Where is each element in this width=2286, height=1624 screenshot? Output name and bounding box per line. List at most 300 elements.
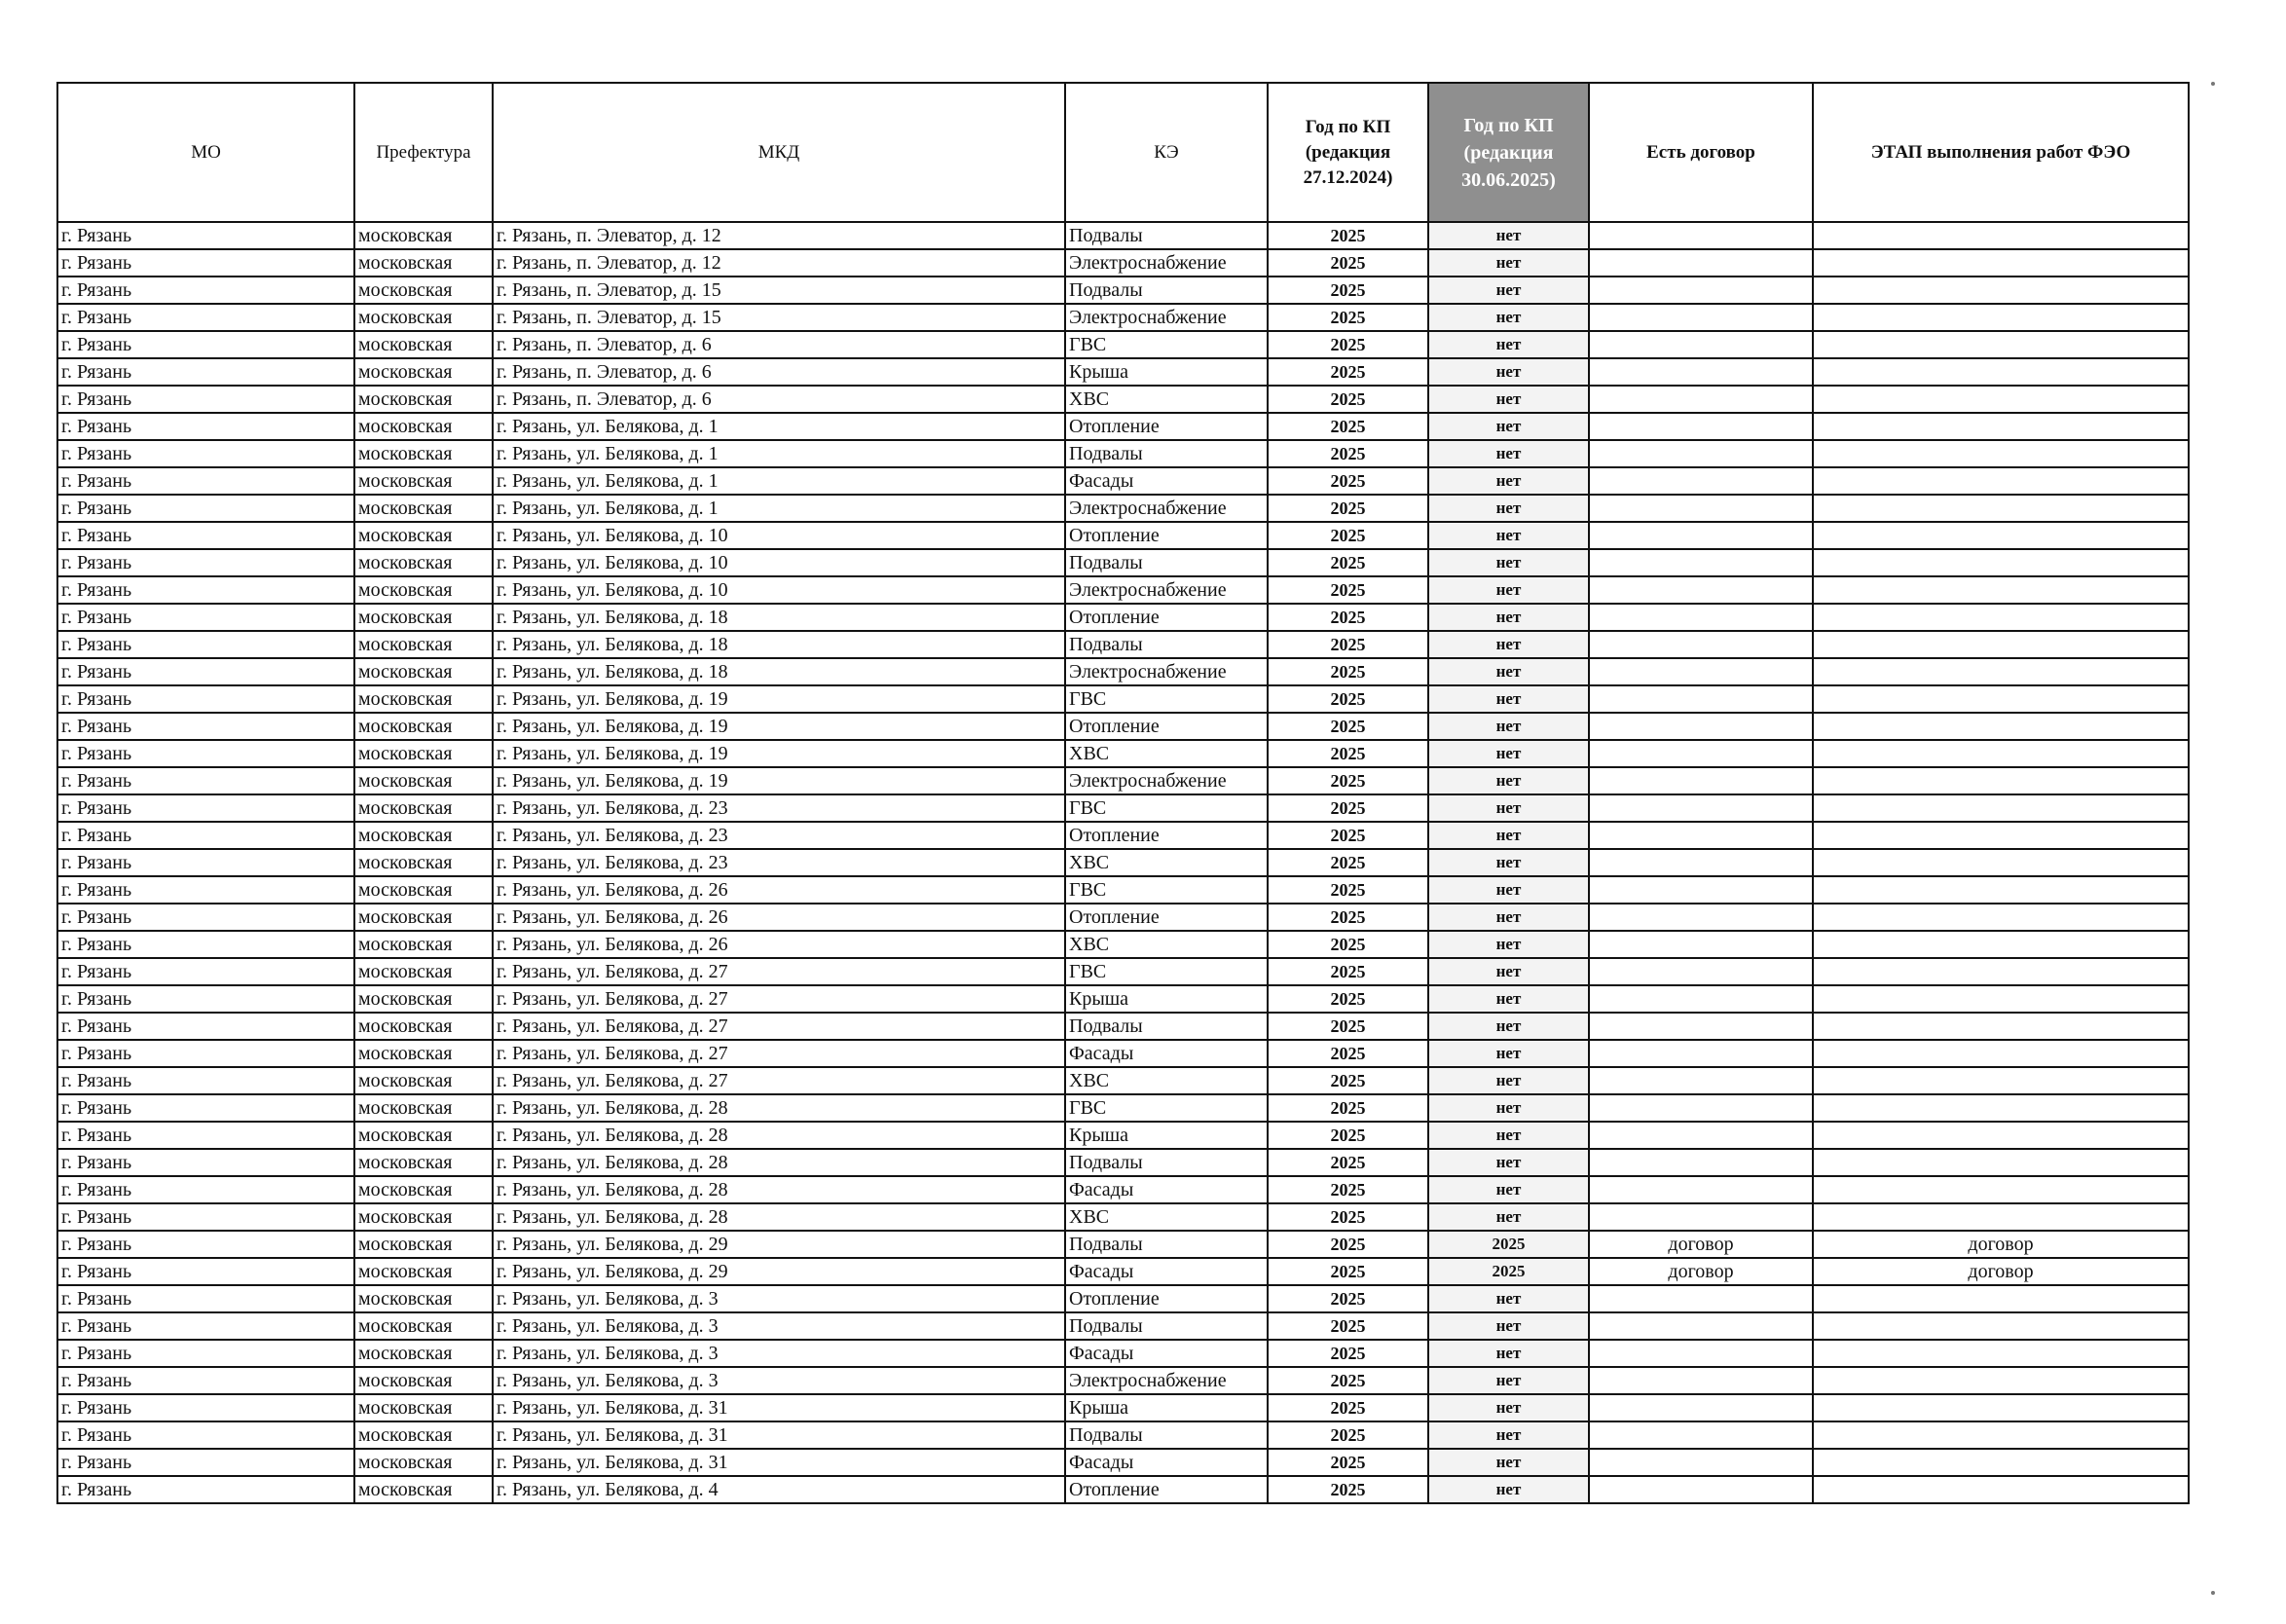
cell-contract [1589,822,1813,849]
cell-ke: ГВС [1065,876,1268,904]
cell-year-kp-1: 2025 [1268,1285,1428,1312]
cell-ke: Подвалы [1065,549,1268,576]
table-row [57,1122,2189,1149]
table-row [57,822,2189,849]
cell-year-kp-2: нет [1428,495,1589,522]
cell-stage [1813,522,2189,549]
cell-year-kp-1: 2025 [1268,1367,1428,1394]
table-row [57,985,2189,1013]
cell-mkd: г. Рязань, ул. Белякова, д. 26 [493,904,1065,931]
cell-year-kp-1: 2025 [1268,794,1428,822]
cell-prefecture: московская [354,277,493,304]
table-row [57,222,2189,249]
cell-year-kp-2: нет [1428,1421,1589,1449]
cell-prefecture: московская [354,1013,493,1040]
cell-mkd: г. Рязань, ул. Белякова, д. 23 [493,849,1065,876]
cell-contract [1589,631,1813,658]
cell-ke: Электроснабжение [1065,495,1268,522]
cell-year-kp-2: нет [1428,386,1589,413]
table-row [57,794,2189,822]
cell-year-kp-2: нет [1428,1449,1589,1476]
table-row [57,1258,2189,1285]
cell-ke: Подвалы [1065,1149,1268,1176]
cell-prefecture: московская [354,549,493,576]
header-mo: МО [57,83,354,222]
cell-stage [1813,467,2189,495]
cell-contract [1589,1013,1813,1040]
cell-ke: Электроснабжение [1065,576,1268,604]
table-row [57,358,2189,386]
table-row [57,1203,2189,1231]
cell-mkd: г. Рязань, ул. Белякова, д. 1 [493,495,1065,522]
cell-mo: г. Рязань [57,522,354,549]
document-sheet [56,82,2190,1504]
cell-mo: г. Рязань [57,467,354,495]
cell-year-kp-1: 2025 [1268,958,1428,985]
cell-mo: г. Рязань [57,413,354,440]
cell-ke: Фасады [1065,1449,1268,1476]
cell-contract: договор [1589,1231,1813,1258]
cell-mkd: г. Рязань, ул. Белякова, д. 10 [493,549,1065,576]
cell-mo: г. Рязань [57,222,354,249]
cell-prefecture: московская [354,767,493,794]
cell-stage [1813,849,2189,876]
cell-ke: ХВС [1065,740,1268,767]
table-row [57,1067,2189,1094]
cell-mkd: г. Рязань, ул. Белякова, д. 26 [493,876,1065,904]
cell-year-kp-1: 2025 [1268,685,1428,713]
cell-mkd: г. Рязань, п. Элеватор, д. 12 [493,249,1065,277]
cell-year-kp-1: 2025 [1268,631,1428,658]
cell-prefecture: московская [354,1340,493,1367]
table-row [57,904,2189,931]
cell-contract [1589,1340,1813,1367]
cell-year-kp-2: нет [1428,849,1589,876]
cell-year-kp-1: 2025 [1268,522,1428,549]
cell-ke: Отопление [1065,904,1268,931]
table-row [57,1285,2189,1312]
cell-prefecture: московская [354,658,493,685]
cell-contract [1589,1122,1813,1149]
cell-prefecture: московская [354,604,493,631]
cell-year-kp-1: 2025 [1268,304,1428,331]
cell-contract [1589,1067,1813,1094]
cell-prefecture: московская [354,495,493,522]
cell-contract [1589,958,1813,985]
cell-year-kp-1: 2025 [1268,1176,1428,1203]
table-row [57,440,2189,467]
cell-ke: Крыша [1065,1122,1268,1149]
cell-year-kp-1: 2025 [1268,358,1428,386]
cell-mkd: г. Рязань, ул. Белякова, д. 23 [493,822,1065,849]
cell-mkd: г. Рязань, ул. Белякова, д. 3 [493,1367,1065,1394]
cell-mo: г. Рязань [57,331,354,358]
table-row [57,1367,2189,1394]
cell-year-kp-1: 2025 [1268,876,1428,904]
cell-mkd: г. Рязань, ул. Белякова, д. 28 [493,1176,1065,1203]
table-row [57,1149,2189,1176]
cell-mkd: г. Рязань, ул. Белякова, д. 18 [493,658,1065,685]
table-row [57,1094,2189,1122]
cell-year-kp-2: нет [1428,631,1589,658]
table-row [57,249,2189,277]
cell-prefecture: московская [354,685,493,713]
cell-prefecture: московская [354,358,493,386]
cell-ke: Подвалы [1065,1421,1268,1449]
cell-ke: Электроснабжение [1065,658,1268,685]
cell-stage [1813,794,2189,822]
cell-ke: Отопление [1065,522,1268,549]
table-row [57,685,2189,713]
cell-mo: г. Рязань [57,249,354,277]
cell-mkd: г. Рязань, ул. Белякова, д. 3 [493,1285,1065,1312]
cell-prefecture: московская [354,1203,493,1231]
cell-mkd: г. Рязань, ул. Белякова, д. 18 [493,631,1065,658]
cell-stage [1813,1394,2189,1421]
cell-year-kp-1: 2025 [1268,1394,1428,1421]
cell-year-kp-2: нет [1428,1394,1589,1421]
cell-year-kp-2: нет [1428,658,1589,685]
cell-mkd: г. Рязань, ул. Белякова, д. 27 [493,1067,1065,1094]
table-row [57,304,2189,331]
cell-year-kp-1: 2025 [1268,222,1428,249]
cell-ke: Электроснабжение [1065,249,1268,277]
cell-year-kp-1: 2025 [1268,495,1428,522]
cell-prefecture: московская [354,849,493,876]
cell-mo: г. Рязань [57,794,354,822]
cell-prefecture: московская [354,331,493,358]
cell-year-kp-1: 2025 [1268,1094,1428,1122]
cell-prefecture: московская [354,1476,493,1503]
cell-prefecture: московская [354,713,493,740]
cell-mo: г. Рязань [57,1203,354,1231]
cell-stage [1813,249,2189,277]
cell-contract [1589,740,1813,767]
cell-prefecture: московская [354,467,493,495]
cell-mkd: г. Рязань, ул. Белякова, д. 28 [493,1122,1065,1149]
cell-mkd: г. Рязань, ул. Белякова, д. 19 [493,685,1065,713]
cell-prefecture: московская [354,522,493,549]
cell-prefecture: московская [354,1312,493,1340]
cell-year-kp-2: нет [1428,985,1589,1013]
cell-year-kp-2: нет [1428,222,1589,249]
table-row [57,1421,2189,1449]
cell-mkd: г. Рязань, п. Элеватор, д. 15 [493,304,1065,331]
table-row [57,876,2189,904]
cell-year-kp-2: нет [1428,931,1589,958]
cell-prefecture: московская [354,386,493,413]
cell-stage [1813,767,2189,794]
cell-year-kp-1: 2025 [1268,1013,1428,1040]
scan-speck [2211,82,2215,86]
cell-year-kp-1: 2025 [1268,386,1428,413]
cell-prefecture: московская [354,1094,493,1122]
cell-ke: Крыша [1065,1394,1268,1421]
cell-ke: Крыша [1065,985,1268,1013]
cell-prefecture: московская [354,440,493,467]
cell-prefecture: московская [354,1421,493,1449]
cell-ke: Отопление [1065,413,1268,440]
cell-mkd: г. Рязань, ул. Белякова, д. 19 [493,713,1065,740]
cell-year-kp-2: нет [1428,277,1589,304]
cell-contract [1589,794,1813,822]
cell-mo: г. Рязань [57,1312,354,1340]
cell-mo: г. Рязань [57,876,354,904]
cell-stage [1813,331,2189,358]
header-year-kp-27-12-2024: Год по КП (редакция 27.12.2024) [1268,83,1428,222]
cell-prefecture: московская [354,1149,493,1176]
cell-stage [1813,1149,2189,1176]
cell-contract [1589,1367,1813,1394]
cell-mkd: г. Рязань, ул. Белякова, д. 29 [493,1231,1065,1258]
cell-year-kp-1: 2025 [1268,985,1428,1013]
cell-mkd: г. Рязань, ул. Белякова, д. 28 [493,1094,1065,1122]
cell-prefecture: московская [354,1394,493,1421]
cell-ke: ХВС [1065,386,1268,413]
cell-year-kp-2: нет [1428,740,1589,767]
cell-mkd: г. Рязань, ул. Белякова, д. 27 [493,958,1065,985]
cell-mo: г. Рязань [57,358,354,386]
cell-contract [1589,1149,1813,1176]
cell-mkd: г. Рязань, ул. Белякова, д. 26 [493,931,1065,958]
cell-prefecture: московская [354,222,493,249]
cell-year-kp-2: нет [1428,822,1589,849]
cell-prefecture: московская [354,876,493,904]
cell-year-kp-2: нет [1428,1122,1589,1149]
cell-mkd: г. Рязань, ул. Белякова, д. 1 [493,467,1065,495]
cell-ke: Отопление [1065,1476,1268,1503]
cell-stage [1813,985,2189,1013]
cell-mo: г. Рязань [57,1340,354,1367]
cell-year-kp-1: 2025 [1268,1122,1428,1149]
cell-year-kp-1: 2025 [1268,1149,1428,1176]
cell-mkd: г. Рязань, п. Элеватор, д. 6 [493,386,1065,413]
cell-mo: г. Рязань [57,1258,354,1285]
cell-mo: г. Рязань [57,277,354,304]
cell-mo: г. Рязань [57,985,354,1013]
cell-stage [1813,413,2189,440]
cell-contract [1589,1312,1813,1340]
table-body [57,222,2189,1503]
cell-contract [1589,1476,1813,1503]
cell-mo: г. Рязань [57,1421,354,1449]
cell-year-kp-2: нет [1428,1094,1589,1122]
cell-year-kp-2: 2025 [1428,1231,1589,1258]
cell-ke: ГВС [1065,331,1268,358]
cell-mo: г. Рязань [57,440,354,467]
cell-mo: г. Рязань [57,576,354,604]
cell-mo: г. Рязань [57,740,354,767]
cell-stage [1813,822,2189,849]
cell-mkd: г. Рязань, ул. Белякова, д. 31 [493,1421,1065,1449]
cell-year-kp-2: нет [1428,249,1589,277]
cell-year-kp-2: нет [1428,794,1589,822]
cell-prefecture: московская [354,822,493,849]
cell-mo: г. Рязань [57,1067,354,1094]
cell-contract [1589,685,1813,713]
cell-mkd: г. Рязань, п. Элеватор, д. 6 [493,358,1065,386]
cell-contract [1589,1094,1813,1122]
cell-stage [1813,440,2189,467]
cell-prefecture: московская [354,1285,493,1312]
cell-stage [1813,304,2189,331]
cell-year-kp-1: 2025 [1268,1258,1428,1285]
cell-ke: ХВС [1065,931,1268,958]
cell-mo: г. Рязань [57,1285,354,1312]
cell-mkd: г. Рязань, ул. Белякова, д. 1 [493,440,1065,467]
cell-mkd: г. Рязань, ул. Белякова, д. 10 [493,576,1065,604]
cell-contract [1589,604,1813,631]
cell-contract [1589,222,1813,249]
table-row [57,958,2189,985]
cell-stage [1813,495,2189,522]
cell-stage [1813,1312,2189,1340]
cell-stage [1813,931,2189,958]
cell-year-kp-1: 2025 [1268,440,1428,467]
table-row [57,849,2189,876]
table-row [57,1040,2189,1067]
header-contract: Есть договор [1589,83,1813,222]
table-row [57,1231,2189,1258]
cell-mo: г. Рязань [57,1013,354,1040]
cell-stage [1813,1176,2189,1203]
cell-year-kp-2: нет [1428,576,1589,604]
cell-contract [1589,1394,1813,1421]
cell-year-kp-1: 2025 [1268,467,1428,495]
cell-year-kp-2: нет [1428,713,1589,740]
cell-contract [1589,1040,1813,1067]
cell-stage [1813,1013,2189,1040]
cell-year-kp-1: 2025 [1268,1449,1428,1476]
table-row [57,386,2189,413]
cell-prefecture: московская [354,1231,493,1258]
cell-year-kp-2: нет [1428,1340,1589,1367]
cell-mo: г. Рязань [57,904,354,931]
cell-mkd: г. Рязань, ул. Белякова, д. 1 [493,413,1065,440]
cell-year-kp-2: нет [1428,358,1589,386]
cell-year-kp-1: 2025 [1268,413,1428,440]
table-row [57,277,2189,304]
cell-prefecture: московская [354,931,493,958]
cell-contract [1589,849,1813,876]
cell-ke: Фасады [1065,1258,1268,1285]
cell-ke: Подвалы [1065,1013,1268,1040]
cell-ke: ХВС [1065,849,1268,876]
cell-stage [1813,1285,2189,1312]
cell-year-kp-2: нет [1428,767,1589,794]
cell-mo: г. Рязань [57,386,354,413]
cell-year-kp-2: нет [1428,1067,1589,1094]
scan-speck [2211,1591,2215,1595]
cell-mo: г. Рязань [57,1231,354,1258]
header-mkd: МКД [493,83,1065,222]
cell-ke: ГВС [1065,1094,1268,1122]
cell-contract [1589,767,1813,794]
cell-year-kp-1: 2025 [1268,822,1428,849]
cell-year-kp-2: нет [1428,304,1589,331]
table-row [57,413,2189,440]
table-row [57,604,2189,631]
cell-stage [1813,904,2189,931]
cell-ke: Фасады [1065,1340,1268,1367]
cell-ke: Подвалы [1065,440,1268,467]
cell-prefecture: московская [354,1067,493,1094]
cell-stage [1813,576,2189,604]
cell-mkd: г. Рязань, ул. Белякова, д. 3 [493,1312,1065,1340]
cell-mo: г. Рязань [57,958,354,985]
cell-mo: г. Рязань [57,1094,354,1122]
table-row [57,1176,2189,1203]
cell-ke: Отопление [1065,713,1268,740]
cell-mkd: г. Рязань, ул. Белякова, д. 19 [493,767,1065,794]
cell-prefecture: московская [354,1449,493,1476]
cell-prefecture: московская [354,1258,493,1285]
cell-prefecture: московская [354,249,493,277]
cell-contract [1589,1421,1813,1449]
cell-stage [1813,277,2189,304]
cell-year-kp-2: нет [1428,604,1589,631]
table-row [57,631,2189,658]
cell-mo: г. Рязань [57,1122,354,1149]
cell-contract [1589,249,1813,277]
cell-stage [1813,1367,2189,1394]
cell-prefecture: московская [354,631,493,658]
cell-stage [1813,1122,2189,1149]
cell-contract [1589,1176,1813,1203]
cell-year-kp-2: нет [1428,876,1589,904]
cell-prefecture: московская [354,576,493,604]
cell-mkd: г. Рязань, ул. Белякова, д. 31 [493,1449,1065,1476]
cell-mo: г. Рязань [57,549,354,576]
cell-year-kp-1: 2025 [1268,904,1428,931]
cell-contract [1589,713,1813,740]
cell-mkd: г. Рязань, ул. Белякова, д. 10 [493,522,1065,549]
table-row [57,576,2189,604]
cell-stage [1813,358,2189,386]
cell-year-kp-1: 2025 [1268,604,1428,631]
cell-prefecture: московская [354,1122,493,1149]
cell-ke: ГВС [1065,794,1268,822]
cell-year-kp-2: нет [1428,904,1589,931]
cell-mkd: г. Рязань, ул. Белякова, д. 19 [493,740,1065,767]
cell-year-kp-1: 2025 [1268,1203,1428,1231]
cell-year-kp-2: нет [1428,685,1589,713]
cell-year-kp-2: нет [1428,331,1589,358]
cell-year-kp-2: нет [1428,1312,1589,1340]
cell-mkd: г. Рязань, ул. Белякова, д. 28 [493,1149,1065,1176]
cell-mkd: г. Рязань, ул. Белякова, д. 27 [493,985,1065,1013]
cell-stage [1813,1067,2189,1094]
cell-mo: г. Рязань [57,1040,354,1067]
cell-year-kp-1: 2025 [1268,1040,1428,1067]
cell-prefecture: московская [354,304,493,331]
cell-year-kp-2: нет [1428,522,1589,549]
table-row [57,740,2189,767]
cell-contract [1589,358,1813,386]
header-year-kp-30-06-2025: Год по КП (редакция 30.06.2025) [1428,83,1589,222]
cell-ke: Подвалы [1065,1231,1268,1258]
cell-ke: Отопление [1065,1285,1268,1312]
cell-contract [1589,549,1813,576]
table-row [57,495,2189,522]
cell-year-kp-1: 2025 [1268,931,1428,958]
cell-ke: Подвалы [1065,1312,1268,1340]
cell-ke: ГВС [1065,958,1268,985]
header-row [57,83,2189,222]
cell-prefecture: московская [354,904,493,931]
cell-mkd: г. Рязань, ул. Белякова, д. 31 [493,1394,1065,1421]
cell-year-kp-1: 2025 [1268,713,1428,740]
